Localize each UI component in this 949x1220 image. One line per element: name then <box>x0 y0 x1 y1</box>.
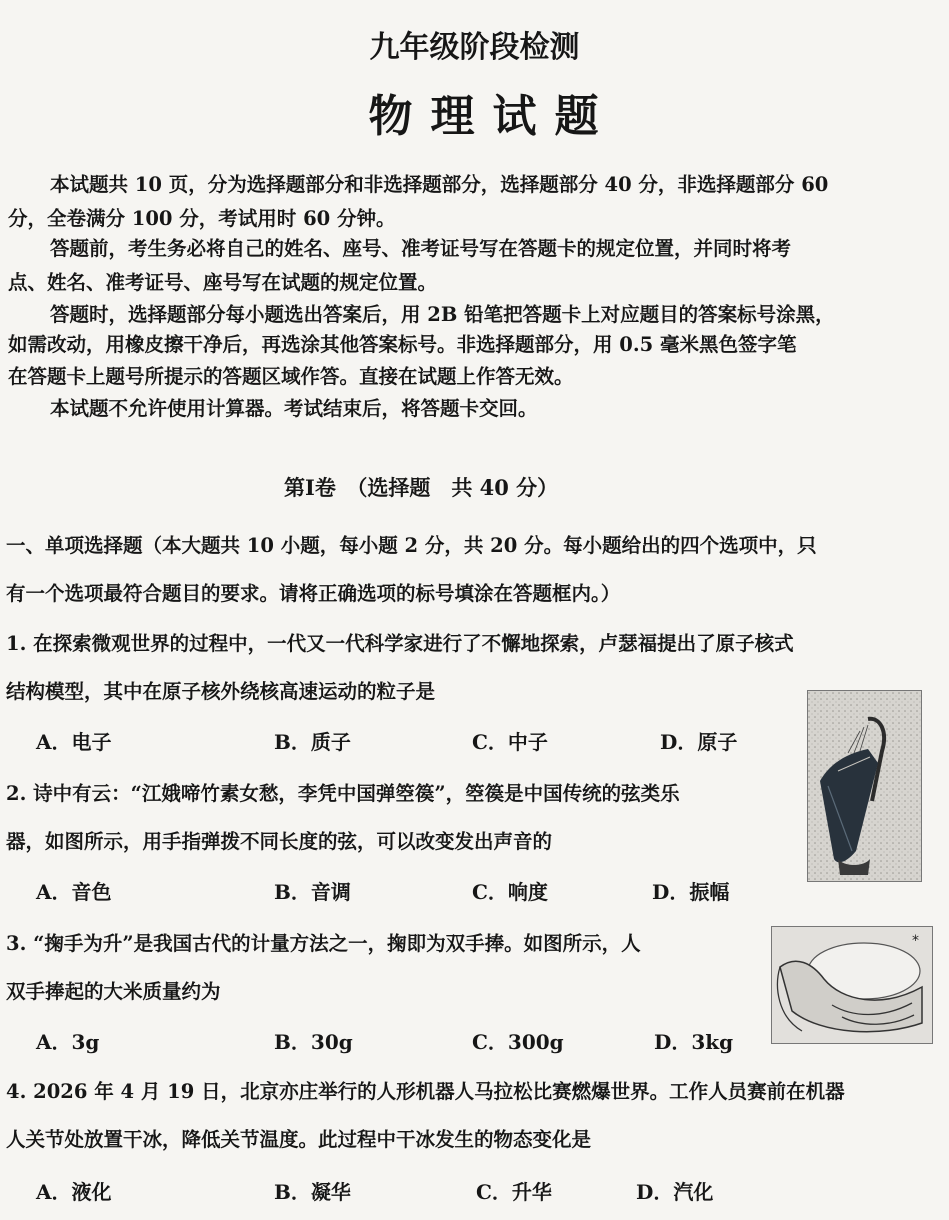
option-b[interactable]: B．音调 <box>274 880 351 904</box>
instruction-line: 本试题共 10 页，分为选择题部分和非选择题部分，选择题部分 40 分，非选择题部分 60 <box>50 173 829 196</box>
instruction-line: 答题前，考生务必将自己的姓名、座号、准考证号写在答题卡的规定位置，并同时将考 <box>50 237 792 260</box>
option-c[interactable]: C．升华 <box>476 1180 552 1204</box>
option-b[interactable]: B．质子 <box>274 730 351 754</box>
option-c[interactable]: C．响度 <box>472 880 548 904</box>
exam-title: 九年级阶段检测 <box>369 30 580 65</box>
option-d[interactable]: D．原子 <box>660 730 738 754</box>
instruction-line: 如需改动，用橡皮擦干净后，再选涂其他答案标号。非选择题部分，用 0.5 毫米黑色签字笔 <box>8 333 797 356</box>
part-heading: 有一个选项最符合题目的要求。请将正确选项的标号填涂在答题框内。） <box>6 582 621 605</box>
instruction-line: 分，全卷满分 100 分，考试用时 60 分钟。 <box>8 207 396 230</box>
section-title: 第Ⅰ卷 （选择题 共 40 分） <box>284 475 559 500</box>
option-c[interactable]: C．中子 <box>472 730 548 754</box>
konghou-harp-figure <box>807 690 922 882</box>
subject-title: 物理试题 <box>368 91 617 142</box>
part-heading: 一、单项选择题（本大题共 10 小题，每小题 2 分，共 20 分。每小题给出的四个选项中，只 <box>6 534 817 557</box>
option-b[interactable]: B．凝华 <box>274 1180 351 1204</box>
option-d[interactable]: D．汽化 <box>636 1180 714 1204</box>
question-stem: 人关节处放置干冰，降低关节温度。此过程中干冰发生的物态变化是 <box>6 1128 592 1151</box>
question-stem: 1. 在探索微观世界的过程中，一代又一代科学家进行了不懈地探索，卢瑟福提出了原子核式 <box>6 632 794 655</box>
instruction-line: 点、姓名、准考证号、座号写在试题的规定位置。 <box>8 271 438 294</box>
question-stem: 4. 2026 年 4 月 19 日，北京亦庄举行的人形机器人马拉松比赛燃爆世界。工作人员赛前在机器 <box>6 1080 845 1103</box>
option-c[interactable]: C．300g <box>472 1030 564 1054</box>
option-a[interactable]: A．音色 <box>36 880 112 904</box>
option-a[interactable]: A．3g <box>36 1030 100 1054</box>
cupped-hands-icon <box>772 927 932 1043</box>
option-a[interactable]: A．电子 <box>36 730 112 754</box>
option-d[interactable]: D．3kg <box>654 1030 734 1054</box>
svg-text:*: * <box>912 933 919 949</box>
question-stem: 器，如图所示，用手指弹拨不同长度的弦，可以改变发出声音的 <box>6 830 553 853</box>
harp-icon <box>808 691 921 881</box>
question-stem: 2. 诗中有云：“江娥啼竹素女愁，李凭中国弹箜篌”，箜篌是中国传统的弦类乐 <box>6 782 680 805</box>
question-stem: 3. “掬手为升”是我国古代的计量方法之一，掬即为双手捧。如图所示，人 <box>6 932 641 955</box>
instruction-line: 本试题不允许使用计算器。考试结束后，将答题卡交回。 <box>50 397 538 420</box>
option-d[interactable]: D．振幅 <box>652 880 730 904</box>
question-stem: 结构模型，其中在原子核外绕核高速运动的粒子是 <box>6 680 436 703</box>
question-stem: 双手捧起的大米质量约为 <box>6 980 221 1003</box>
instruction-line: 在答题卡上题号所提示的答题区域作答。直接在试题上作答无效。 <box>8 365 574 388</box>
option-a[interactable]: A．液化 <box>36 1180 112 1204</box>
cupped-hands-figure <box>771 926 933 1044</box>
instruction-line: 答题时，选择题部分每小题选出答案后，用 2B 铅笔把答题卡上对应题目的答案标号涂黑， <box>50 303 835 326</box>
option-b[interactable]: B．30g <box>274 1030 353 1054</box>
